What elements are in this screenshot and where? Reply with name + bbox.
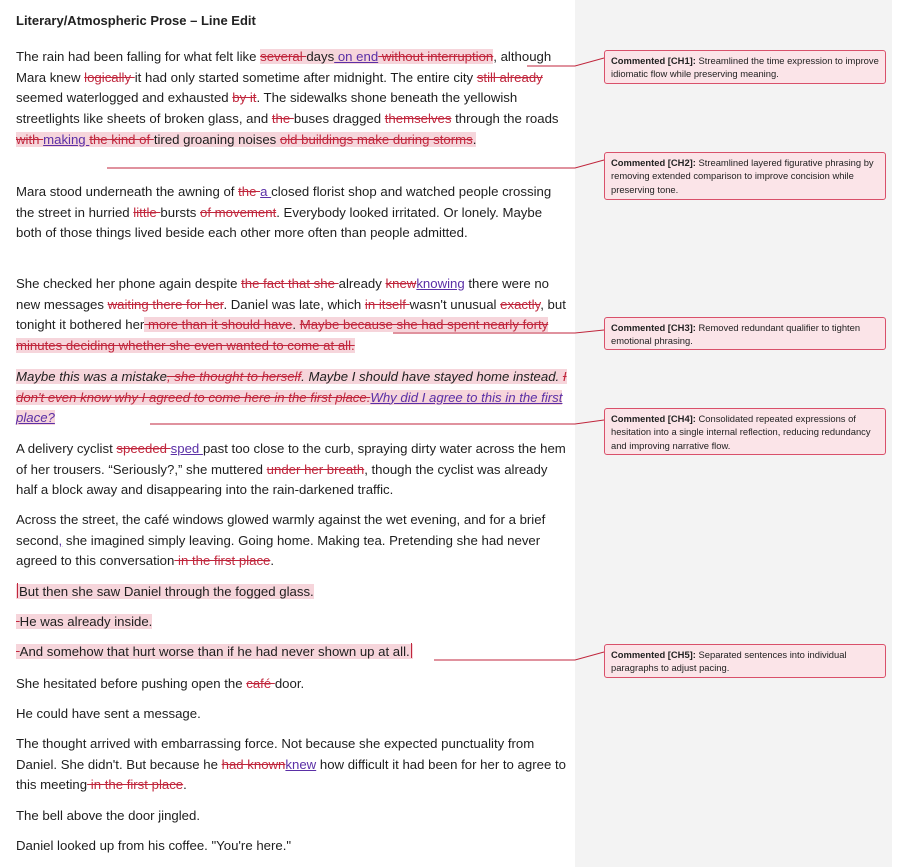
paragraph-13[interactable]: The bell above the door jingled. (16, 808, 201, 823)
paragraph-11[interactable]: He could have sent a message. (16, 706, 201, 721)
comment-ch2[interactable]: Commented [CH2]: Streamlined layered figurative phrasing by removing extended comparison to improve concision while preserving tone. (604, 152, 886, 200)
document-title: Literary/Atmospheric Prose – Line Edit (16, 13, 256, 28)
comment-ch3[interactable]: Commented [CH3]: Removed redundant qualifier to tighten emotional phrasing. (604, 317, 886, 350)
paragraph-5[interactable]: A delivery cyclist speeded sped past too close to the curb, spraying dirty water across the hem of her trousers. “Seriously?,” she muttered under her breath, though the cyclist was already half a block away and disappearing into the rain-darkened traffic. (16, 441, 566, 498)
page-edge (892, 0, 900, 867)
comment-ch1[interactable]: Commented [CH1]: Streamlined the time expression to improve idiomatic flow while preserving meaning. (604, 50, 886, 84)
paragraph-7[interactable]: But then she saw Daniel through the fogged glass. (16, 582, 568, 603)
paragraph-14[interactable]: Daniel looked up from his coffee. "You're here." (16, 838, 292, 853)
paragraph-3[interactable]: She checked her phone again despite the fact that she already knewknowing there were no new messages waiting there for her. Daniel was late, which in itself wasn't unusual exactly, but tonight it bothered her more than it should have. Maybe because she had spent nearly forty minutes deciding whether she even wanted to come at all. (16, 276, 566, 354)
paragraph-10[interactable]: She hesitated before pushing open the café door. (16, 676, 305, 691)
comment-ch4[interactable]: Commented [CH4]: Consolidated repeated expressions of hesitation into a single internal reflection, reducing redundancy and improving narrative flow. (604, 408, 886, 455)
paragraph-2[interactable]: Mara stood underneath the awning of the a closed florist shop and watched people crossing the street in hurried little bursts of movement. Everybody looked irritated. Or lonely. Maybe both of those things lived beside each other more often than people admitted. (16, 184, 552, 241)
paragraph-6[interactable]: Across the street, the café windows glowed warmly against the wet evening, and for a brief second, she imagined simply leaving. Going home. Making tea. Pretending she had never agreed to this conversation in the first place. (16, 512, 546, 569)
paragraph-9[interactable]: And somehow that hurt worse than if he had never shown up at all. (16, 642, 568, 663)
paragraph-4[interactable]: Maybe this was a mistake, she thought to herself. Maybe I should have stayed home instead. I don't even know why I agreed to come here in the first place.Why did I agree to this in the first place? (16, 369, 567, 426)
paragraph-12[interactable]: The thought arrived with embarrassing force. Not because she expected punctuality from Daniel. She didn't. But because he had knownknew how difficult it had been for her to agree to this meeting in the first place. (16, 736, 566, 793)
comment-ch5[interactable]: Commented [CH5]: Separated sentences into individual paragraphs to adjust pacing. (604, 644, 886, 678)
paragraph-1[interactable]: The rain had been falling for what felt like several days on end without interruption, although Mara knew logically it had only started sometime after midnight. The entire city still already seemed waterlogged and exhausted by it. The sidewalks shone beneath the yellowish streetlights like sheets of broken glass, and the buses dragged themselves through the roads with making the kind of tired groaning noises old buildings make during storms. (16, 49, 559, 147)
paragraph-8[interactable]: He was already inside. (16, 612, 568, 633)
